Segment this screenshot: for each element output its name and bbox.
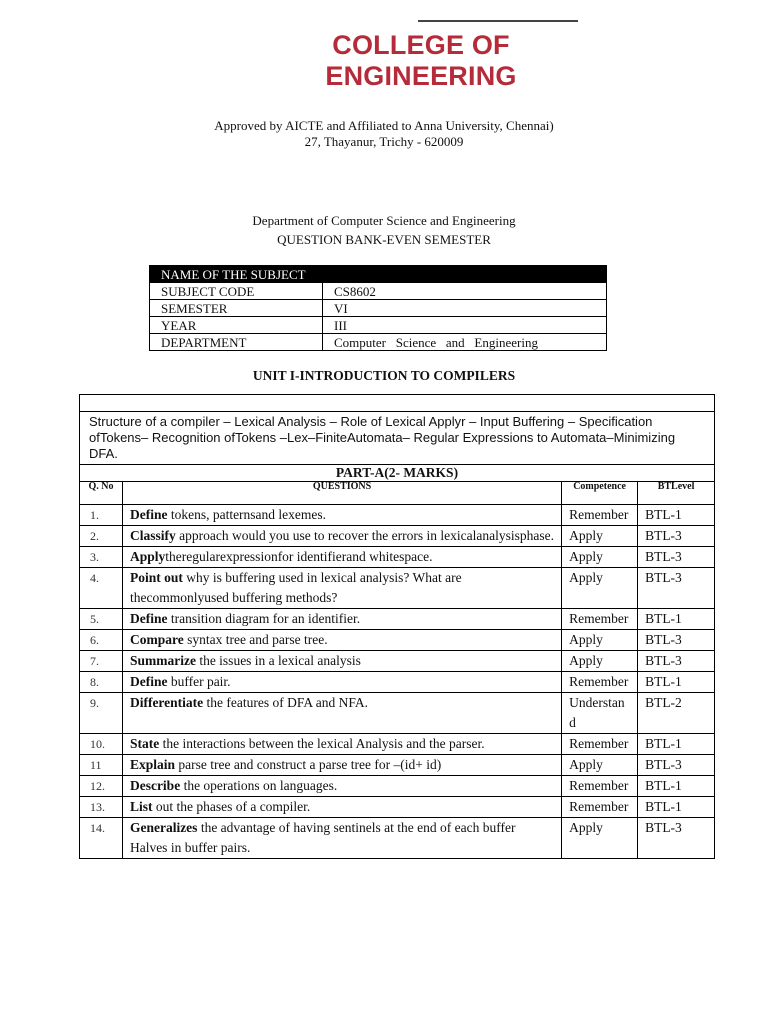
table-row	[80, 797, 715, 818]
subject-info-table	[149, 265, 607, 351]
competence-level: Apply	[562, 630, 638, 651]
college-logo-text: COLLEGE OF ENGINEERING	[325, 30, 517, 91]
table-row	[80, 568, 715, 609]
competence-level: Understand	[562, 693, 638, 734]
btl-level: BTL-1	[638, 609, 715, 630]
approval-line: Approved by AICTE and Affiliated to Anna University, Chennai)	[214, 118, 554, 133]
syllabus-text: Structure of a compiler – Lexical Analysis – Role of Lexical Applyr – Input Buffering – Specification ofTokens– Recognition ofTokens –Lex–FiniteAutomata– Regular Expressions to Automata–Minimizing DFA.	[80, 412, 715, 465]
question-number: 4.	[80, 568, 123, 609]
competence-level: Remember	[562, 734, 638, 755]
question-number: 2.	[80, 526, 123, 547]
question-text	[122, 672, 561, 693]
question-body: tokens, patternsand lexemes.	[167, 507, 327, 522]
competence-level: Apply	[562, 526, 638, 547]
question-verb: Apply	[129, 549, 166, 564]
question-number: 11	[80, 755, 123, 776]
question-verb: Differentiate	[129, 695, 204, 710]
btl-level: BTL-3	[638, 630, 715, 651]
table-row	[80, 609, 715, 630]
year-value: III	[323, 317, 607, 334]
question-verb: Point out	[129, 570, 183, 585]
question-body: approach would you use to recover the errors in lexicalanalysisphase.	[175, 528, 554, 543]
year-label: YEAR	[150, 317, 323, 334]
part-a-title: PART-A(2- MARKS)	[80, 465, 715, 482]
question-body: the features of DFA and NFA.	[203, 695, 369, 710]
question-verb: List	[129, 799, 153, 814]
btl-level: BTL-1	[638, 505, 715, 526]
question-body: the advantage of having sentinels at the end of each buffer	[197, 820, 516, 835]
col-header-questions: QUESTIONS	[122, 482, 561, 505]
table-row	[80, 526, 715, 547]
question-verb: Classify	[129, 528, 176, 543]
btl-level: BTL-3	[638, 568, 715, 609]
question-text	[122, 568, 561, 609]
question-verb: Define	[129, 674, 168, 689]
question-number: 14.	[80, 818, 123, 859]
question-number: 7.	[80, 651, 123, 672]
unit-title: UNIT I-INTRODUCTION TO COMPILERS	[252, 368, 516, 383]
semester-label: SEMESTER	[150, 300, 323, 317]
question-text	[122, 609, 561, 630]
question-body: transition diagram for an identifier.	[167, 611, 361, 626]
subject-code-value: CS8602	[323, 283, 607, 300]
btl-level: BTL-1	[638, 776, 715, 797]
table-row	[80, 630, 715, 651]
btl-level: BTL-1	[638, 797, 715, 818]
question-verb: Describe	[129, 778, 181, 793]
question-body: the operations on languages.	[180, 778, 338, 793]
table-row	[80, 734, 715, 755]
table-row	[80, 776, 715, 797]
question-bank-title: QUESTION BANK-EVEN SEMESTER	[277, 232, 491, 247]
competence-level: Apply	[562, 547, 638, 568]
logo-rule	[418, 20, 578, 22]
question-number: 1.	[80, 505, 123, 526]
subject-heading: NAME OF THE SUBJECT	[150, 266, 607, 283]
table-row	[80, 672, 715, 693]
question-body: buffer pair.	[167, 674, 231, 689]
competence-level: Apply	[562, 568, 638, 609]
btl-level: BTL-3	[638, 651, 715, 672]
competence-level: Remember	[562, 797, 638, 818]
question-text	[122, 776, 561, 797]
question-body: the issues in a lexical analysis	[195, 653, 361, 668]
table-row	[80, 547, 715, 568]
question-verb: Define	[129, 507, 168, 522]
btl-level: BTL-3	[638, 547, 715, 568]
question-text	[122, 630, 561, 651]
table-row	[80, 755, 715, 776]
department-line: Department of Computer Science and Engineering	[252, 213, 516, 228]
question-text	[122, 505, 561, 526]
table-row	[80, 505, 715, 526]
competence-level: Apply	[562, 818, 638, 859]
btl-level: BTL-3	[638, 526, 715, 547]
col-header-competence: Competence	[562, 482, 638, 505]
btl-level: BTL-3	[638, 755, 715, 776]
question-number: 12.	[80, 776, 123, 797]
question-table	[79, 394, 715, 859]
question-verb: Generalizes	[129, 820, 198, 835]
btl-level: BTL-1	[638, 672, 715, 693]
question-text	[122, 797, 561, 818]
col-header-no: Q. No	[80, 482, 123, 505]
question-number: 13.	[80, 797, 123, 818]
question-verb: State	[129, 736, 160, 751]
question-number: 6.	[80, 630, 123, 651]
question-verb: Explain	[129, 757, 175, 772]
question-text	[122, 734, 561, 755]
competence-level: Apply	[562, 755, 638, 776]
table-spacer	[80, 395, 715, 412]
col-header-btl: BTLevel	[638, 482, 715, 505]
question-body: the interactions between the lexical Analysis and the parser.	[159, 736, 485, 751]
question-text	[122, 693, 561, 734]
question-number: 5.	[80, 609, 123, 630]
question-body: why is buffering used in lexical analysis? What are thecommonlyused buffering methods?	[129, 570, 462, 605]
question-text	[122, 755, 561, 776]
address-line: 27, Thayanur, Trichy - 620009	[304, 134, 464, 149]
department-label: DEPARTMENT	[150, 334, 323, 351]
btl-level: BTL-3	[638, 818, 715, 859]
subject-code-label: SUBJECT CODE	[150, 283, 323, 300]
question-text	[122, 651, 561, 672]
question-body: syntax tree and parse tree.	[183, 632, 328, 647]
competence-level: Remember	[562, 609, 638, 630]
question-body-extra: Halves in buffer pairs.	[129, 840, 251, 855]
question-number: 8.	[80, 672, 123, 693]
question-text	[122, 547, 561, 568]
competence-level: Remember	[562, 776, 638, 797]
question-body: parse tree and construct a parse tree for –(id+ id)	[174, 757, 442, 772]
semester-value: VI	[323, 300, 607, 317]
table-row	[80, 693, 715, 734]
table-row	[80, 818, 715, 859]
question-number: 9.	[80, 693, 123, 734]
question-verb: Define	[129, 611, 168, 626]
question-text	[122, 818, 561, 859]
btl-level: BTL-1	[638, 734, 715, 755]
competence-level: Remember	[562, 505, 638, 526]
question-number: 3.	[80, 547, 123, 568]
question-body: out the phases of a compiler.	[152, 799, 311, 814]
question-body: theregularexpressionfor identifierand whitespace.	[165, 549, 433, 564]
competence-level: Apply	[562, 651, 638, 672]
btl-level: BTL-2	[638, 693, 715, 734]
question-text	[122, 526, 561, 547]
question-verb: Summarize	[129, 653, 196, 668]
table-row	[80, 651, 715, 672]
question-number: 10.	[80, 734, 123, 755]
competence-level: Remember	[562, 672, 638, 693]
question-verb: Compare	[129, 632, 184, 647]
department-value: Computer Science and Engineering	[323, 334, 607, 351]
